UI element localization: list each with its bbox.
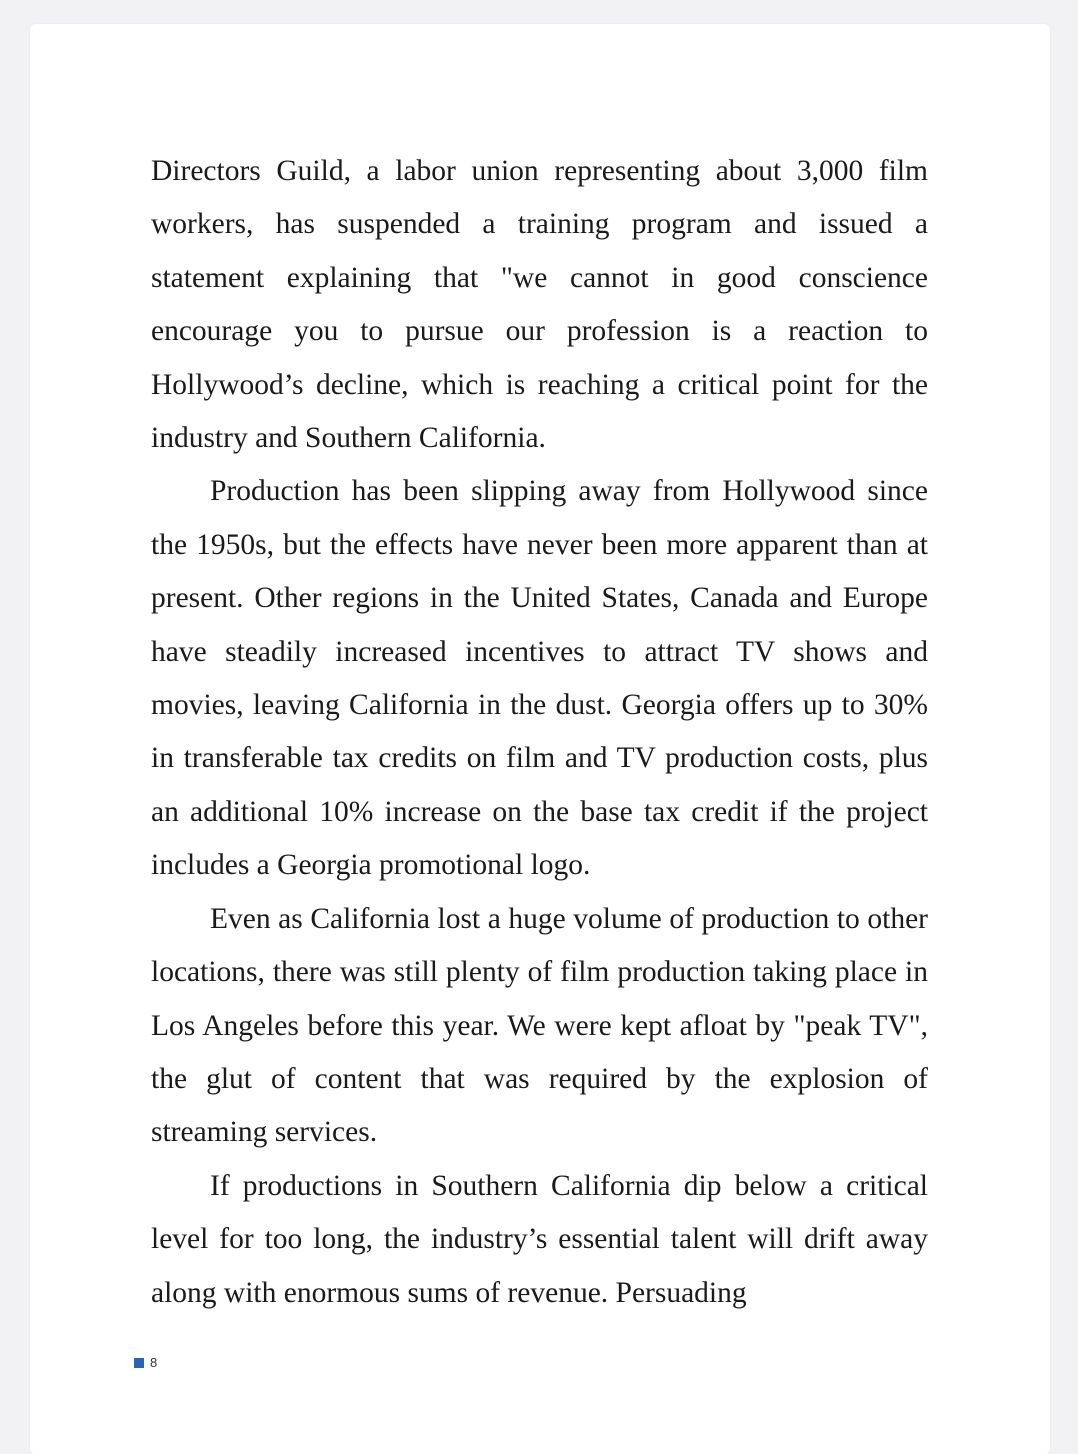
document-page — [30, 24, 1050, 1454]
page-footer — [134, 1356, 157, 1369]
document-body — [151, 145, 928, 1320]
paragraph-talent-drift: If productions in Southern California dip below a critical level for too long, the industry’s essential talent will drift away along with enormous sums of revenue. Persuading — [151, 1169, 928, 1309]
paragraph-continuation: Directors Guild, a labor union representing about 3,000 film workers, has suspended a training program and issued a statement explaining that "we cannot in good conscience encourage you to pursue our profession is a reaction to Hollywood’s decline, which is reaching a critical point for the industry and Southern California. — [151, 155, 928, 455]
paragraph-production-history: Production has been slipping away from Hollywood since the 1950s, but the effects have never been more apparent than at present. Other regions in the United States, Canada and Europe have steadily increased incentives to attract TV shows and movies, leaving California in the dust. Georgia offers up to 30% in transferable tax credits on film and TV production costs, plus an additional 10% increase on the base tax credit if the project includes a Georgia promotional logo. — [151, 475, 928, 882]
page-number: 8 — [150, 1355, 158, 1370]
paragraph-peak-tv: Even as California lost a huge volume of production to other locations, there was still plenty of film production taking place in Los Angeles before this year. We were kept afloat by "peak TV", the glut of content that was required by the explosion of streaming services. — [151, 902, 928, 1149]
page-marker-square-icon — [134, 1358, 144, 1368]
